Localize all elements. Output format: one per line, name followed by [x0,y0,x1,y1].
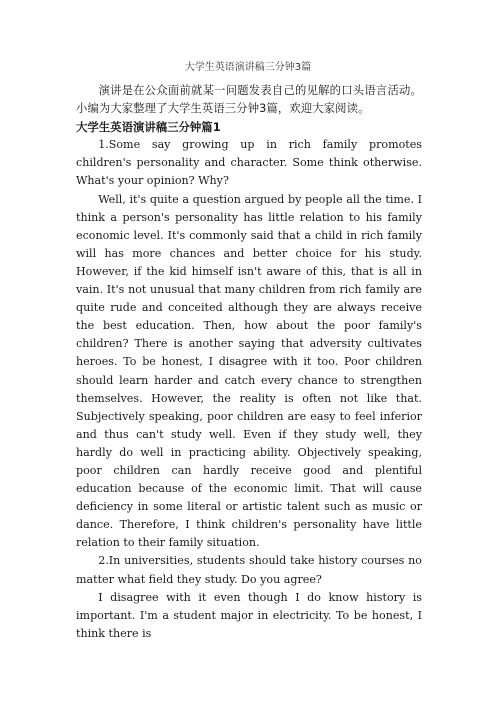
question-2: 2.In universities, students should take history courses no matter what field they study. Do you agree? [76,554,422,586]
answer-2: I disagree with it even though I do know history is important. I'm a student major in electricity. To be honest, I think there is [76,590,422,640]
page-header: 大学生英语演讲稿三分钟3篇 [184,62,312,73]
question-1: 1.Some say growing up in rich family promotes children's personality and character. Some think otherwise. What's your opinion? Why? [76,138,422,188]
section-title: 大学生英语演讲稿三分钟篇1 [76,120,221,135]
answer-1: Well, it's quite a question argued by people all the time. I think a person's personality has little relation to his family economic level. It's commonly said that a child in rich family will has more chances and better choice for his study. However, if the kid himself isn't aware of this, that is all in vain. It's not unusual that many children from rich family are quite rude and conceited although they are always receive the best education. Then, how about the poor family's children? There is another saying that adversity cultivates heroes. To be honest, I disagree with it too. Poor children should learn harder and catch every chance to strengthen themselves. However, the reality is often not like that. Subjectively speaking, poor children are easy to feel inferior and thus can't study well. Even if they study well, they hardly do well in practicing ability. Objectively speaking, poor children can hardly receive good and plentiful education because of the economic limit. That will cause deficiency in some literal or artistic talent such as music or dance. Therefore, I think children's personality have little relation to their family situation. [76,192,422,550]
intro-paragraph: 演讲是在公众面前就某一问题发表自己的见解的口头语言活动。小编为大家整理了大学生英语三分钟3篇，欢迎大家阅读。 [76,84,422,116]
document-body [76,82,422,643]
